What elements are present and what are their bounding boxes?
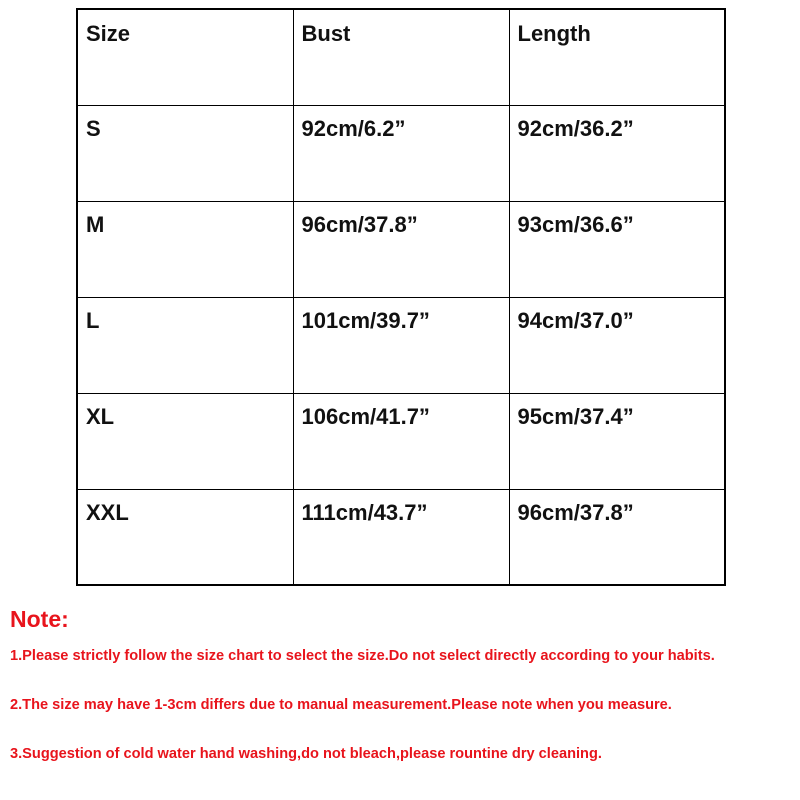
note-title: Note: — [10, 606, 69, 632]
size-cell: XXL — [77, 489, 293, 585]
bust-cell: 92cm/6.2” — [293, 105, 509, 201]
table-row — [77, 105, 725, 201]
size-chart-table — [76, 8, 726, 586]
note-line-1: 1.Please strictly follow the size chart to select the size.Do not select directly according to your habits. — [10, 648, 715, 664]
bust-cell: 106cm/41.7” — [293, 393, 509, 489]
bust-cell: 96cm/37.8” — [293, 201, 509, 297]
size-cell: S — [77, 105, 293, 201]
header-length: Length — [509, 9, 725, 105]
length-cell: 93cm/36.6” — [509, 201, 725, 297]
header-size: Size — [77, 9, 293, 105]
table-row — [77, 393, 725, 489]
table-row — [77, 297, 725, 393]
table-header-row — [77, 9, 725, 105]
length-cell: 96cm/37.8” — [509, 489, 725, 585]
note-line-2: 2.The size may have 1-3cm differs due to manual measurement.Please note when you measure. — [10, 697, 672, 713]
bust-cell: 101cm/39.7” — [293, 297, 509, 393]
length-cell: 95cm/37.4” — [509, 393, 725, 489]
size-cell: XL — [77, 393, 293, 489]
note-line-3: 3.Suggestion of cold water hand washing,do not bleach,please rountine dry cleaning. — [10, 746, 602, 762]
bust-cell: 111cm/43.7” — [293, 489, 509, 585]
table-row — [77, 489, 725, 585]
header-bust: Bust — [293, 9, 509, 105]
size-cell: L — [77, 297, 293, 393]
length-cell: 94cm/37.0” — [509, 297, 725, 393]
size-cell: M — [77, 201, 293, 297]
table-row — [77, 201, 725, 297]
length-cell: 92cm/36.2” — [509, 105, 725, 201]
